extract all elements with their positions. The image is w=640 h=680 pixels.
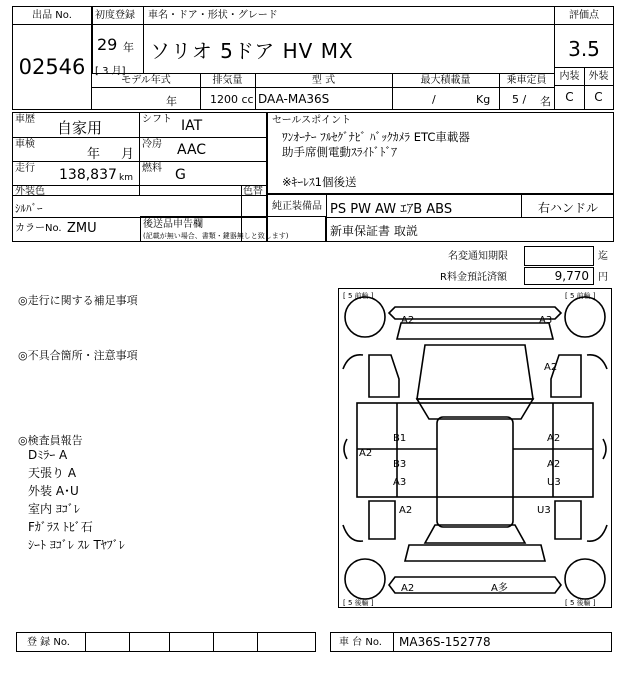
model-type-value: DAA-MA36S (258, 92, 330, 106)
sales-point-line: ﾜﾝｵｰﾅｰ ﾌﾙｾｸﾞﾅﾋﾞ ﾊﾞｯｸｶﾒﾗ ETC車載器 (282, 130, 470, 144)
damage-mark: A2 (401, 583, 415, 594)
lot-number: 02546 (18, 55, 86, 79)
max-load-value: / (432, 93, 436, 106)
equipment-box (267, 194, 614, 242)
inspector-line: Dﾐﾗｰ A (28, 448, 68, 462)
ac-value: AAC (177, 142, 207, 158)
inspector-report-title: ◎検査員報告 (18, 434, 83, 447)
post-report-label: 後送品申告欄 (143, 219, 203, 230)
recycle-amount: 9,770 (554, 269, 589, 283)
recycle-label: R料金預託済額 (440, 272, 507, 283)
rating-box (554, 6, 614, 110)
first-registration-month: [ 3 月] (95, 66, 126, 77)
damage-mark: A2 (544, 362, 558, 373)
inspection-month-unit: 月 (121, 147, 135, 162)
displacement-value: 1200 cc (210, 93, 254, 106)
lot-label: 出品 No. (32, 10, 72, 21)
post-report-note: (記載が無い場合、書類・鍵器無しと致します) (143, 232, 289, 240)
recycle-amount-field (524, 267, 594, 285)
sales-point-line: ※ｷｰﾚｽ1個後送 (282, 175, 357, 189)
defects-notes-label: ◎不具合箇所・注意事項 (18, 349, 138, 362)
damage-mark: A2 (359, 448, 373, 459)
inspector-line: ｼｰﾄ ﾖｺﾞﾚ ｽﾚ Tﾔﾌﾞﾚ (28, 538, 125, 552)
model-year-label: モデル年式 (121, 75, 171, 86)
damage-mark: B1 (393, 433, 407, 444)
year-unit: 年 (123, 41, 134, 54)
sales-points-label: セールスポイント (272, 115, 352, 126)
inspection-label: 車検 (15, 139, 35, 150)
steering-side: 右ハンドル (538, 201, 599, 215)
exterior-color-value: ｼﾙﾊﾞｰ (15, 202, 43, 215)
chassis-number-box (330, 632, 612, 652)
exterior-label: 外装 (588, 71, 609, 82)
tire-label-front-left: [ 5 前輪 ] (343, 292, 374, 300)
capacity-value: 5 / (512, 93, 527, 106)
capacity-unit: 名 (540, 95, 551, 108)
mileage-label: 走行 (15, 163, 35, 174)
name-change-label: 名変通知期限 (448, 251, 508, 262)
color-no-value: ZMU (67, 221, 97, 236)
damage-mark: A2 (399, 505, 413, 516)
shift-value: IAT (181, 118, 203, 134)
mileage-unit: km (119, 173, 133, 183)
ac-label: 冷房 (142, 139, 162, 150)
recycle-unit: 円 (598, 272, 608, 283)
sales-point-line: 助手席側電動ｽﾗｲﾄﾞﾄﾞｱ (282, 145, 397, 159)
history-label: 車歴 (15, 114, 35, 125)
inspector-line: Fｶﾞﾗｽ ﾄﾋﾞ石 (28, 520, 93, 534)
rating-label: 評価点 (569, 10, 599, 21)
registration-number-label: 登 録 No. (27, 637, 70, 648)
type-label: 型 式 (311, 75, 336, 86)
damage-mark: A2 (547, 433, 561, 444)
max-load-label: 最大積載量 (420, 75, 471, 86)
first-registration-year: 29 (97, 35, 118, 54)
tire-label-front-right: [ 5 前輪 ] (565, 292, 596, 300)
lot-number-box (12, 6, 92, 110)
car-name: ソリオ 5ドア HV MX (150, 39, 354, 63)
damage-mark: U3 (547, 477, 561, 488)
exterior-color-label: 外装色 (15, 186, 45, 197)
damage-mark: A2 (401, 315, 415, 326)
shift-label: シフト (142, 114, 172, 125)
chassis-number-label: 車 台 No. (339, 637, 382, 648)
exterior-grade: C (594, 90, 603, 104)
damage-mark: A多 (491, 583, 508, 594)
damage-mark: A2 (547, 459, 561, 470)
driving-notes-label: ◎走行に関する補足事項 (18, 294, 138, 307)
name-change-field (524, 246, 594, 266)
damage-mark: B3 (393, 459, 407, 470)
max-load-unit: Kg (476, 93, 491, 106)
chassis-number: MA36S-152778 (399, 635, 491, 649)
car-diagram (338, 288, 612, 608)
tire-label-rear-right: [ 5 後輪 ] (565, 599, 596, 607)
sales-points-box (267, 112, 614, 194)
registration-number-box (16, 632, 316, 652)
fuel-label: 燃料 (142, 163, 162, 174)
spec-row (91, 73, 555, 110)
interior-label: 内装 (559, 71, 580, 82)
fuel-value: G (175, 167, 186, 183)
car-outline (339, 289, 611, 607)
damage-mark: U3 (537, 505, 551, 516)
displacement-label: 排気量 (212, 75, 243, 86)
damage-mark: A3 (539, 315, 553, 326)
inspector-line: 天張り A (28, 466, 77, 480)
warranty-docs: 新車保証書 取説 (330, 224, 418, 238)
inspection-year-unit: 年 (87, 147, 101, 162)
interior-grade: C (565, 90, 574, 104)
mileage-value: 138,837 (59, 167, 117, 183)
first-registration-label: 初度登録 (95, 10, 135, 21)
model-year-unit: 年 (166, 95, 177, 108)
damage-mark: A3 (393, 477, 407, 488)
inspector-line: 室内 ﾖｺﾞﾚ (28, 502, 80, 516)
color-no-label: カラーNo. (15, 223, 62, 234)
name-change-unit: 迄 (598, 251, 608, 262)
first-registration-box (92, 6, 144, 77)
car-name-box (143, 6, 555, 74)
inspector-line: 外装 A･U (28, 484, 79, 498)
car-name-label: 車名・ドア・形状・グレード (148, 10, 278, 21)
color-change-label: 色替 (243, 186, 263, 197)
equipment-label: 純正装備品 (272, 201, 322, 212)
history-value: 自家用 (57, 119, 103, 137)
capacity-label: 乗車定員 (506, 75, 547, 86)
rating-value: 3.5 (568, 37, 600, 61)
equipment-items: PS PW AW ｴｱB ABS (330, 202, 453, 217)
tire-label-rear-left: [ 5 後輪 ] (343, 599, 374, 607)
